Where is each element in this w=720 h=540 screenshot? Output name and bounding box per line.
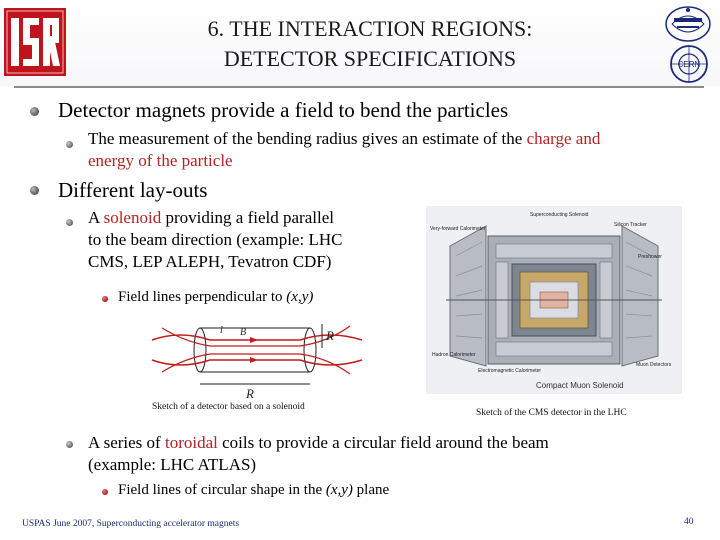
isr-logo: [4, 8, 66, 76]
bullet-detector-magnets: Detector magnets provide a field to bend the particles: [58, 98, 509, 122]
sketch-label-r: R: [326, 328, 334, 343]
cms-label-silicon: Silicon Tracker: [614, 222, 647, 228]
cms-label-hcal: Hadron Calorimeter: [432, 352, 476, 358]
bullet-toroidal-pre: A series of: [88, 433, 165, 452]
cms-label-ecal: Electromagnetic Calorimeter: [478, 368, 542, 374]
solenoid-sketch: [150, 310, 380, 400]
field-perpendicular-xy: (x,y): [286, 289, 314, 305]
bullet-level2-icon: [66, 219, 73, 226]
bullet-solenoid-line2: to the beam direction (example: LHC: [88, 230, 343, 249]
cms-label-muon: Muon Detectors: [636, 362, 672, 368]
bullet-solenoid-post: providing a field parallel: [161, 208, 334, 227]
bullet-toroidal-post: coils to provide a circular field around the beam: [217, 433, 549, 452]
institution-logo: [662, 2, 714, 44]
highlight-solenoid: solenoid: [103, 208, 162, 227]
bullet-solenoid-line3: CMS, LEP ALEPH, Tevatron CDF): [88, 252, 332, 271]
bullet-level3-icon: [102, 489, 108, 495]
field-circular-text: Field lines of circular shape in the: [118, 482, 326, 498]
title-rule: [14, 86, 704, 88]
slide-title: [130, 14, 610, 74]
sketch-label-rl: R: [246, 386, 254, 400]
solenoid-caption: Sketch of a detector based on a solenoid: [152, 402, 305, 412]
bullet-different-layouts: Different lay-outs: [58, 178, 208, 202]
cms-detector-image: [426, 206, 682, 394]
bullet-bending-radius-text: The measurement of the bending radius gives an estimate of the: [88, 129, 527, 148]
sketch-label-b: B: [240, 327, 247, 338]
bullet-field-lines-circular: [118, 480, 389, 500]
cms-label-solenoid: Superconducting Solenoid: [530, 212, 589, 218]
bullet-level1-icon: [30, 107, 39, 116]
highlight-energy: energy of the particle: [88, 151, 233, 170]
field-circular-post: plane: [352, 482, 390, 498]
bullet-level1-icon: [30, 186, 39, 195]
field-perpendicular-text: Field lines perpendicular to: [118, 289, 287, 305]
bullet-level2-icon: [66, 441, 73, 448]
bullet-level3-icon: [102, 296, 108, 302]
title-line-2: DETECTOR SPECIFICATIONS: [223, 46, 517, 71]
bullet-bending-radius: [88, 128, 708, 172]
page-number: 40: [684, 517, 694, 527]
cms-label-preshower: Preshower: [638, 254, 662, 260]
bullet-toroidal: [88, 432, 708, 476]
cms-name: Compact Muon Solenoid: [536, 381, 624, 390]
bullet-solenoid: [88, 207, 398, 273]
sketch-label-l: l: [220, 325, 223, 336]
bullet-level2-icon: [66, 141, 73, 148]
field-circular-xy: (x,y): [325, 482, 353, 498]
highlight-toroidal: toroidal: [164, 433, 218, 452]
cms-label-crystal: Very-forward Calorimeter: [430, 226, 486, 232]
bullet-field-lines-perpendicular: [118, 287, 313, 307]
highlight-charge: charge and: [526, 129, 601, 148]
bullet-solenoid-pre: A: [88, 208, 104, 227]
bullet-toroidal-line2: (example: LHC ATLAS): [88, 455, 257, 474]
cms-caption: Sketch of the CMS detector in the LHC: [476, 408, 627, 418]
cern-logo: [664, 44, 714, 84]
cern-logo-text: CERN: [677, 60, 701, 69]
title-line-1: 6. THE INTERACTION REGIONS:: [207, 16, 533, 41]
footer-text: USPAS June 2007, Superconducting accelerator magnets: [22, 519, 240, 529]
